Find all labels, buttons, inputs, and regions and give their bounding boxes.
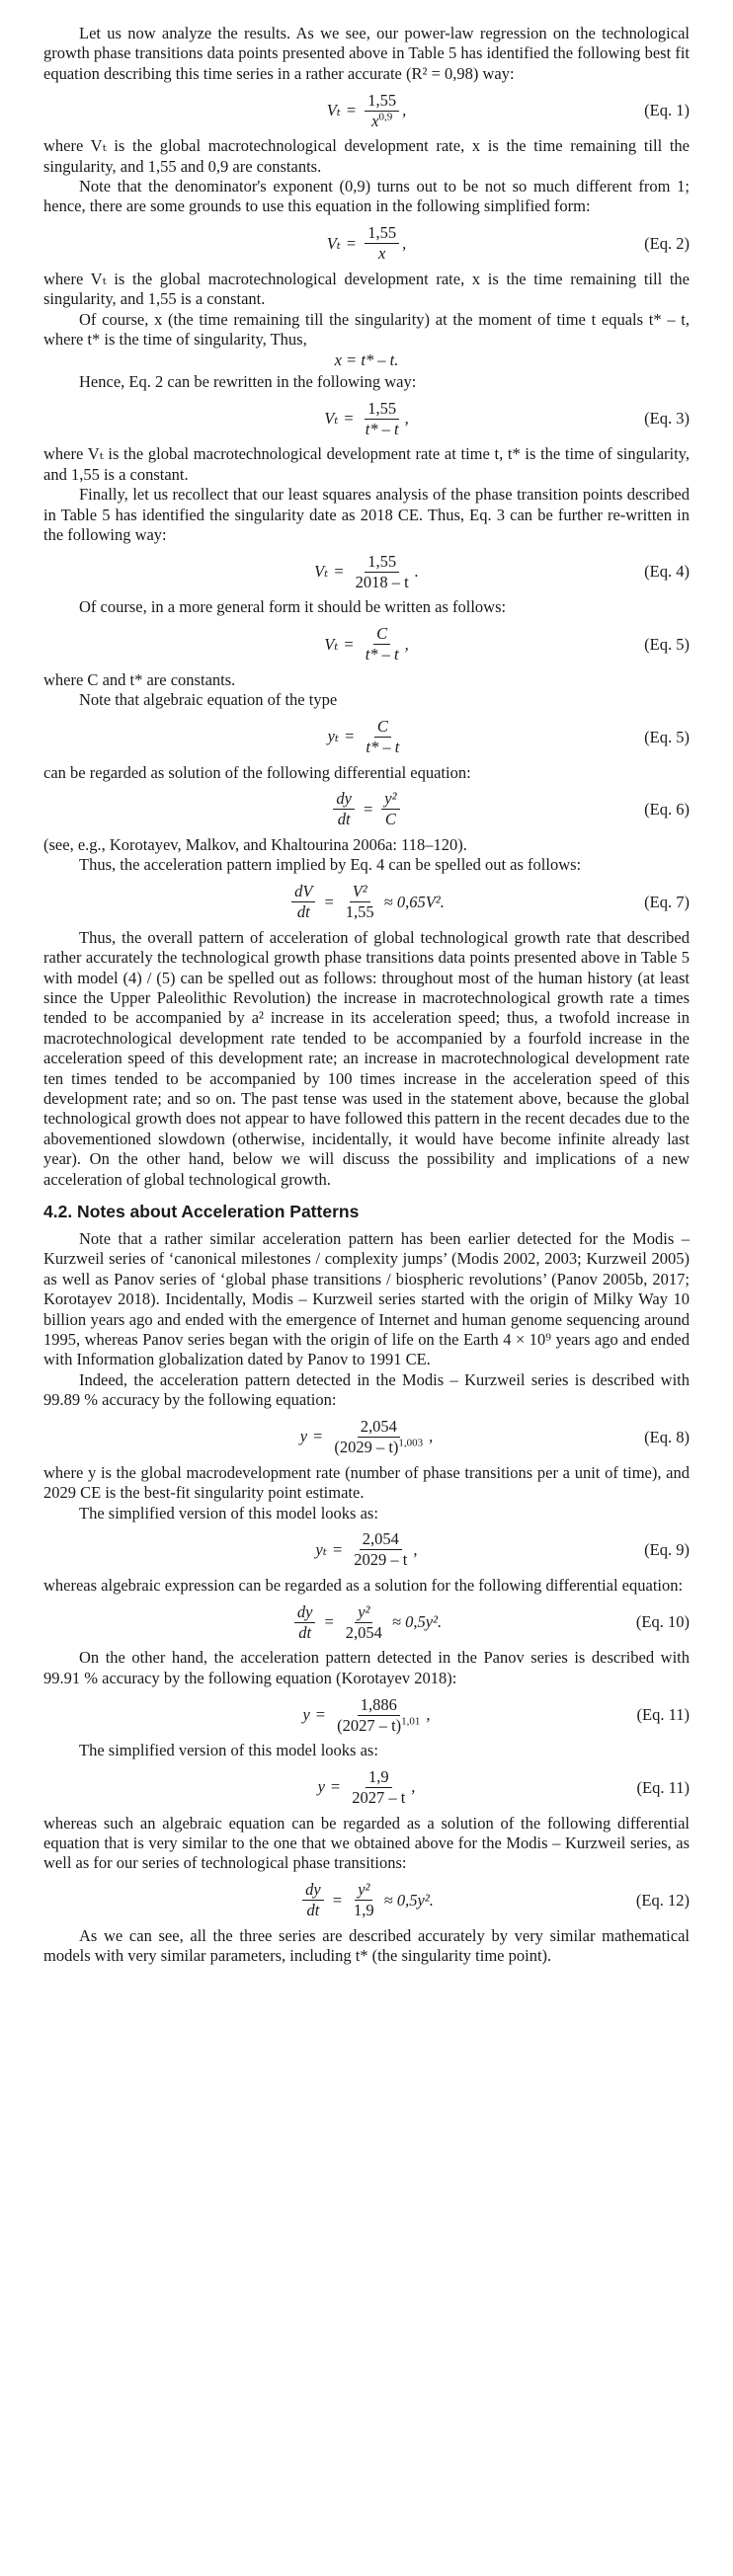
paragraph: where Vₜ is the global macrotechnological development rate at time t, t* is the time of singularity, and 1,55 is a constant. <box>43 444 690 484</box>
fraction: $\frac{\text{V²}}{1,55}$ <box>345 882 374 922</box>
paragraph: Hence, Eq. 2 can be rewritten in the following way: <box>79 371 417 391</box>
paragraph: Finally, let us recollect that our least squares analysis of the phase transition points described in Table 5 has identified the singularity date as 2018 CE. Thus, Eq. 3 can be further re-written in the following way: <box>43 485 690 544</box>
equation-1: Vₜ = $\frac{1,55}{x^{0,9}}$ , (Eq. 1) <box>326 90 690 130</box>
fraction: $\frac{1,886}{(2027 - t)^{1,01}}$ <box>337 1694 421 1735</box>
paragraph: Thus, the acceleration pattern implied by Eq. 4 can be spelled out as follows: <box>79 855 582 875</box>
fraction: $\frac{C}{t* - t}$ <box>365 624 399 664</box>
paragraph: Note that the denominator's exponent (0,9) turns out to be not so much different from 1; hence, there are some grounds to use this equation in the following simplified form: <box>43 177 690 216</box>
equation-12: $\frac{dy}{dt}$ = $\frac{\text{y²}}{1,9}$ ≈ 0,5y². (Eq. 12) <box>43 1881 690 1920</box>
paragraph: As we can see, all the three series are described accurately by very similar mathematical models with very similar parameters, including t* (the singularity time point). <box>43 1925 690 1966</box>
fraction: $\frac{2,054}{(2029 - t)^{1,003}}$ <box>334 1417 424 1457</box>
paper-page <box>43 24 690 1967</box>
equation-number: (Eq. 12) <box>635 1890 690 1910</box>
equation-9: yₜ = $\frac{2,054}{2029 - t}$ , (Eq. 9) <box>315 1529 690 1570</box>
eq-lhs: Vₜ <box>326 101 341 120</box>
equation-8: y = $\frac{2,054}{(2029 - t)^{1,003}}$ , (Eq. 8) <box>299 1417 690 1457</box>
equation-number: (Eq. 9) <box>644 1539 690 1559</box>
paragraph: Thus, the overall pattern of acceleration of global technological growth rate that described rather accurately the technological growth phase transitions data points presented above in Table 5 with model (4) / (5) can be spelled out as follows: throughout most of the human history (at least since the Upper Paleolithic Revolution) the increase in macrotechnological growth rate a times tended to be accompanied by a² increase in its acceleration speed; thus, a twofold increase in macrotechnological development rate tended to be accompanied by a fourfold increase in the acceleration speed of this development rate; an increase in macrotechnological development rate ten times tended to be accompanied by 100 times increase in the acceleration speed of this development rate; and so on. The past tense was used in the statement above, because the global technological growth does not appear to have followed this pattern in the recent decades due to the abovementioned slowdown (otherwise, incidentally, it would have become infinite already last year). On the other hand, below we will discuss the possibility and implications of a new acceleration of global technological growth. <box>43 927 690 1189</box>
equation-number: (Eq. 3) <box>644 409 690 429</box>
fraction: $\frac{dy}{dt}$ <box>294 1603 316 1642</box>
paragraph: whereas algebraic expression can be regarded as a solution for the following differential equation: <box>43 1575 684 1595</box>
fraction: $\frac{1,9}{2027 - t}$ <box>352 1767 406 1808</box>
fraction: $\frac{\text{y²}}{1,9}$ <box>354 1880 374 1920</box>
equation-11: y = $\frac{1,886}{(2027 - t)^{1,01}}$ , (Eq. 11) <box>302 1694 690 1735</box>
equation-5: Vₜ = $\frac{C}{t* - t}$ , (Eq. 5) <box>324 624 690 664</box>
paragraph: Note that a rather similar acceleration pattern has been earlier detected for the Modis – Kurzweil series of ‘canonical milestones / complexity jumps’ (Modis 2002, 2003; Kurzweil 2005) as well as Panov series of ‘global phase transitions / biospheric revolutions’ (Panov 2005b, 2017; Korotayev 2018). Incidentally, Modis – Kurzweil series started with the origin of Milky Way 10 billion years ago and ended with the emergence of Internet and human genome sequencing around 1995, whereas Panov series began with the origin of life on the Earth 4 × 10⁹ years ago and ended with Information globalization dated by Panov to 1991 CE. <box>43 1229 690 1369</box>
equation-3: Vₜ = $\frac{1,55}{t* - t}$ , (Eq. 3) <box>324 398 690 438</box>
equation-5b: yₜ = $\frac{C}{t* - t}$ (Eq. 5) <box>327 717 690 757</box>
fraction: $\frac{dy}{dt}$ <box>302 1881 324 1919</box>
equation-number: (Eq. 11) <box>636 1704 690 1724</box>
fraction: $\frac{1,55}{x^{0,9}}$ <box>365 92 399 130</box>
equation-7: $\frac{dV}{dt}$ = $\frac{\text{V²}}{1,55}$ ≈ 0,65V². (Eq. 7) <box>43 883 690 922</box>
equation-number: (Eq. 4) <box>644 562 690 582</box>
fraction: $\frac{1,55}{t* - t}$ <box>365 398 399 438</box>
paragraph: where Vₜ is the global macrotechnological development rate, x is the time remaining till the singularity, and 1,55 and 0,9 are constants. <box>43 136 690 176</box>
fraction: $\frac{dy}{dt}$ <box>333 790 355 828</box>
paragraph: where Vₜ is the global macrotechnological development rate, x is the time remaining till the singularity, and 1,55 is a constant. <box>43 269 690 309</box>
equation-6: $\frac{dy}{dt}$ = $\frac{\text{y²}}{C}$ (Eq. 6) <box>43 790 690 829</box>
paragraph: Of course, x (the time remaining till the singularity) at the moment of time t equals t* – t, where t* is the time of singularity, Thus, <box>43 309 690 350</box>
equation-number: (Eq. 5) <box>644 634 690 654</box>
paragraph: where C and t* are constants. <box>43 669 236 689</box>
fraction: $\frac{\text{y²}}{C}$ <box>381 790 399 828</box>
fraction: $\frac{\text{y²}}{2,054}$ <box>345 1601 382 1642</box>
paragraph: whereas such an algebraic equation can be regarded as a solution of the following differential equation that is very similar to the one that we obtained above for the Modis – Kurzweil series, as well as for our series of technological phase transitions: <box>43 1813 690 1873</box>
paragraph: The simplified version of this model looks as: <box>79 1503 378 1522</box>
equation-10: $\frac{dy}{dt}$ = $\frac{\text{y²}}{2,054}$ ≈ 0,5y². (Eq. 10) <box>43 1602 690 1642</box>
fraction: $\frac{1,55}{x}$ <box>365 224 399 263</box>
equation-number: (Eq. 11) <box>636 1777 690 1797</box>
paragraph: Let us now analyze the results. As we see, our power-law regression on the technological growth phase transitions data points presented above in Table 5 has identified the following best fit equation describing this time series in a rather accurate (R² = 0,98) way: <box>43 24 690 83</box>
equation-number: (Eq. 5) <box>644 727 690 746</box>
equation-number: (Eq. 10) <box>635 1612 690 1632</box>
paragraph: The simplified version of this model looks as: <box>79 1741 378 1760</box>
equation-2: Vₜ = $\frac{1,55}{x}$ , (Eq. 2) <box>326 223 690 264</box>
paragraph: (see, e.g., Korotayev, Malkov, and Khaltourina 2006a: 118–120). <box>43 834 467 854</box>
equation-number: (Eq. 6) <box>644 799 690 819</box>
paragraph: where y is the global macrodevelopment rate (number of phase transitions per a unit of time), and 2029 CE is the best-fit singularity point estimate. <box>43 1462 690 1503</box>
paragraph: can be regarded as solution of the following differential equation: <box>43 762 471 782</box>
paragraph: Indeed, the acceleration pattern detected in the Modis – Kurzweil series is described with 99.89 % accuracy by the following equation: <box>43 1369 690 1410</box>
equation-number: (Eq. 1) <box>644 101 690 120</box>
fraction: $\frac{C}{t* - t}$ <box>366 717 400 757</box>
fraction: $\frac{dV}{dt}$ <box>291 883 315 921</box>
formula-line: x = t* – t. <box>334 351 399 370</box>
equation-number: (Eq. 2) <box>644 233 690 253</box>
paragraph: On the other hand, the acceleration pattern detected in the Panov series is described with 99.91 % accuracy by the following equation (Korotayev 2018): <box>43 1648 690 1687</box>
paragraph: Of course, in a more general form it should be written as follows: <box>79 597 507 617</box>
fraction: $\frac{2,054}{2029 - t}$ <box>354 1529 408 1570</box>
equation-number: (Eq. 7) <box>644 892 690 911</box>
equation-4: Vₜ = $\frac{1,55}{2018 - t}$ . (Eq. 4) <box>314 551 690 591</box>
paragraph: Note that algebraic equation of the type <box>79 690 338 710</box>
equation-11b: y = $\frac{1,9}{2027 - t}$ , (Eq. 11) <box>317 1767 690 1808</box>
section-heading: 4.2. Notes about Acceleration Patterns <box>43 1202 360 1222</box>
fraction: $\frac{1,55}{2018 - t}$ <box>355 551 409 591</box>
equation-number: (Eq. 8) <box>644 1427 690 1446</box>
